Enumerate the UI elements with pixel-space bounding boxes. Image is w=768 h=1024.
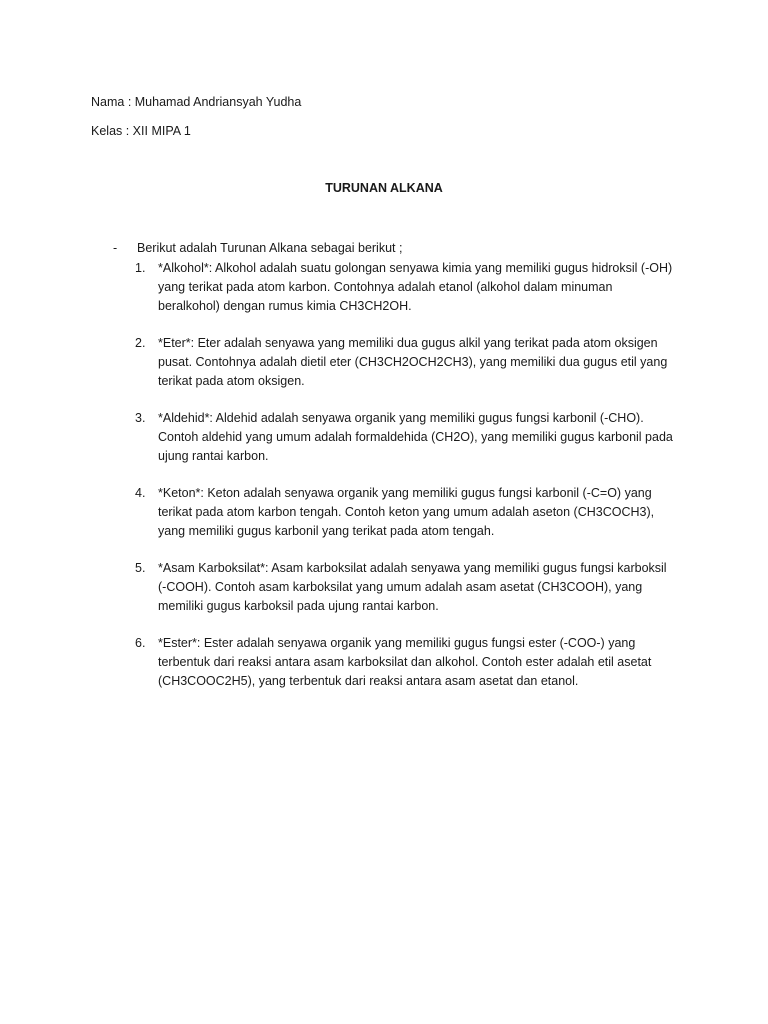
derivative-list xyxy=(135,259,675,709)
item-text: *Ester*: Ester adalah senyawa organik yang memiliki gugus fungsi ester (-COO-) yang terbentuk dari reaksi antara asam karboksilat dan alkohol. Contoh ester adalah etil asetat (CH3COOC2H5), yang terbentuk dari reaksi antara asam asetat dan etanol. xyxy=(158,636,652,688)
list-item xyxy=(135,259,675,316)
document-title: TURUNAN ALKANA xyxy=(325,181,443,195)
dash-bullet: - xyxy=(113,241,118,255)
list-item xyxy=(135,409,675,466)
item-number: 3. xyxy=(135,411,146,425)
item-text: *Asam Karboksilat*: Asam karboksilat adalah senyawa yang memiliki gugus fungsi karboksil (-COOH). Contoh asam karboksilat yang umum adalah asam asetat (CH3COOH), yang memiliki gugus karboksil pada ujung rantai karbon. xyxy=(158,561,667,613)
item-text: *Alkohol*: Alkohol adalah suatu golongan senyawa kimia yang memiliki gugus hidroksil (-OH) yang terikat pada atom karbon. Contohnya adalah etanol (alkohol dalam minuman beralkohol) dengan rumus kimia CH3CH2OH. xyxy=(158,261,673,313)
list-item xyxy=(135,634,675,691)
list-item xyxy=(135,559,675,616)
item-number: 2. xyxy=(135,336,146,350)
intro-text: Berikut adalah Turunan Alkana sebagai berikut ; xyxy=(137,241,403,255)
student-class: Kelas : XII MIPA 1 xyxy=(91,124,191,138)
item-text: *Aldehid*: Aldehid adalah senyawa organik yang memiliki gugus fungsi karbonil (-CHO). Contoh aldehid yang umum adalah formaldehida (CH2O), yang memiliki gugus karbonil pada ujung rantai karbon. xyxy=(158,411,673,463)
list-item xyxy=(135,334,675,391)
item-text: *Eter*: Eter adalah senyawa yang memiliki dua gugus alkil yang terikat pada atom oksigen pusat. Contohnya adalah dietil eter (CH3CH2OCH2CH3), yang memiliki dua gugus etil yang terikat pada atom oksigen. xyxy=(158,336,668,388)
item-number: 4. xyxy=(135,486,146,500)
student-name: Nama : Muhamad Andriansyah Yudha xyxy=(91,95,302,109)
item-number: 6. xyxy=(135,636,146,650)
intro-line xyxy=(113,240,402,256)
item-number: 1. xyxy=(135,261,146,275)
list-item xyxy=(135,484,675,541)
item-number: 5. xyxy=(135,561,146,575)
item-text: *Keton*: Keton adalah senyawa organik yang memiliki gugus fungsi karbonil (-C=O) yang terikat pada atom karbon tengah. Contoh keton yang umum adalah aseton (CH3COCH3), yang memiliki gugus karbonil yang terikat pada atom tengah. xyxy=(158,486,655,538)
